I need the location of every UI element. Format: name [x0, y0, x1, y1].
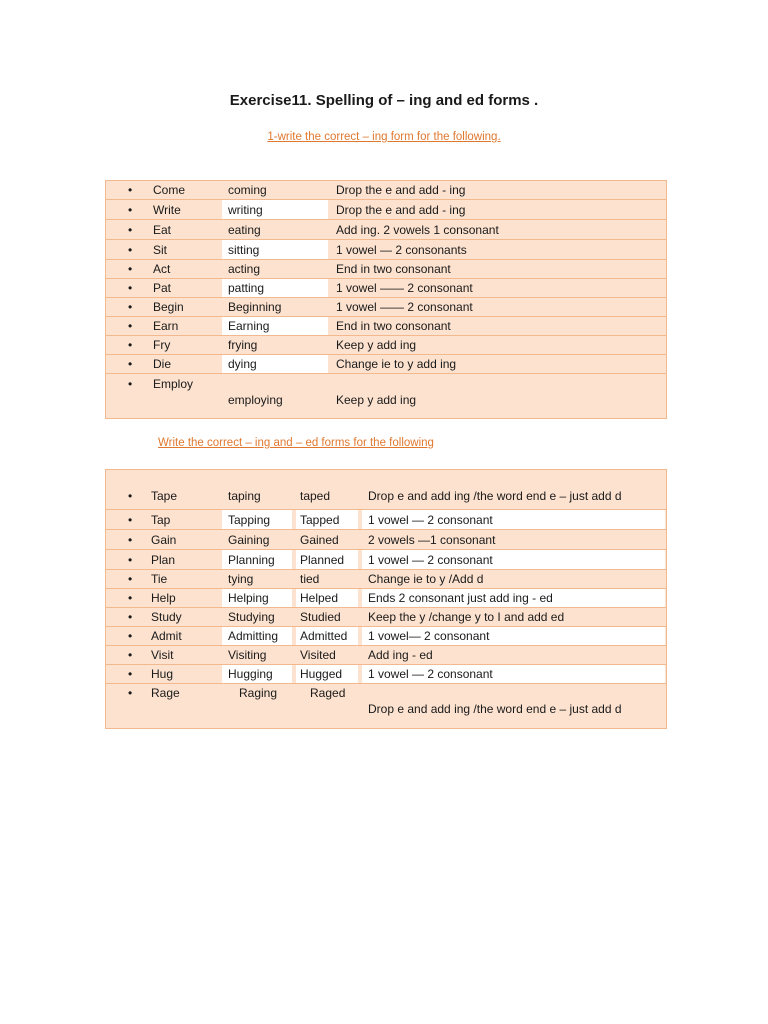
word-cell: Admit — [151, 629, 182, 643]
bullet-icon: • — [128, 533, 133, 547]
ing-cell: frying — [228, 338, 258, 352]
word-cell: Act — [153, 262, 171, 276]
bullet-icon: • — [128, 553, 133, 567]
ing-cell: Beginning — [228, 300, 282, 314]
ed-cell: Visited — [300, 648, 336, 662]
word-cell: Come — [153, 183, 186, 197]
word-cell: Earn — [153, 319, 179, 333]
table-row — [106, 199, 666, 219]
bullet-icon: • — [128, 648, 133, 662]
ed-cell: Helped — [300, 591, 339, 605]
ing-cell: eating — [228, 223, 261, 237]
section1-heading: 1-write the correct – ing form for the following. — [267, 131, 501, 143]
word-cell: Hug — [151, 667, 174, 681]
bullet-icon: • — [128, 489, 133, 503]
ing-cell: Tapping — [228, 513, 271, 527]
ed-cell: Raged — [310, 686, 346, 700]
ed-cell: Studied — [300, 610, 341, 624]
table-row — [106, 316, 666, 335]
ing-cell: Raging — [239, 686, 278, 700]
table-row — [106, 181, 666, 198]
bullet-icon: • — [128, 223, 133, 237]
ing-cell: dying — [228, 357, 257, 371]
bullet-icon: • — [128, 357, 133, 371]
word-cell: Gain — [151, 533, 177, 547]
ed-cell: Planned — [300, 553, 345, 567]
ing-cell: coming — [228, 183, 267, 197]
word-cell: Pat — [153, 281, 172, 295]
rule-cell: 1 vowel — 2 consonant — [368, 553, 493, 567]
rule-cell: End in two consonant — [336, 319, 451, 333]
ing-form-table — [105, 180, 667, 419]
table-row — [106, 354, 666, 373]
ed-cell: tied — [300, 572, 320, 586]
word-cell: Write — [153, 203, 181, 217]
rule-cell: 1 vowel — 2 consonant — [368, 667, 493, 681]
ing-cell: acting — [228, 262, 261, 276]
table-row — [106, 259, 666, 278]
rule-cell: Add ing - ed — [368, 648, 433, 662]
ing-cell: Earning — [228, 319, 270, 333]
word-cell: Sit — [153, 243, 168, 257]
ing-ed-form-table — [105, 469, 667, 729]
rule-cell: Drop e and add ing /the word end e – just add d — [368, 702, 622, 716]
word-cell: Tap — [151, 513, 171, 527]
table-row — [106, 607, 666, 626]
bullet-icon: • — [128, 629, 133, 643]
rule-cell: Ends 2 consonant just add ing - ed — [368, 591, 553, 605]
ing-cell: Planning — [228, 553, 275, 567]
rule-cell: 1 vowel— 2 consonant — [368, 629, 490, 643]
rule-cell: Add ing. 2 vowels 1 consonant — [336, 223, 499, 237]
rule-cell: Change ie to y /Add d — [368, 572, 484, 586]
bullet-icon: • — [128, 203, 133, 217]
word-cell: Rage — [151, 686, 180, 700]
word-cell: Die — [153, 357, 172, 371]
ed-cell: Gained — [300, 533, 339, 547]
ing-cell: sitting — [228, 243, 260, 257]
table-row — [106, 239, 666, 259]
ing-cell: Studying — [228, 610, 275, 624]
ing-cell: writing — [228, 203, 263, 217]
table-row — [106, 683, 666, 728]
bullet-icon: • — [128, 300, 133, 314]
rule-cell: Drop the e and add - ing — [336, 183, 466, 197]
rule-cell: 1 vowel —— 2 consonant — [336, 300, 473, 314]
table-row — [106, 373, 666, 418]
ing-cell: Visiting — [228, 648, 267, 662]
rule-cell: Drop e and add ing /the word end e – just add d — [368, 489, 622, 503]
table-row — [106, 549, 666, 569]
bullet-icon: • — [128, 572, 133, 586]
bullet-icon: • — [128, 243, 133, 257]
table-row — [106, 626, 666, 645]
rule-cell: End in two consonant — [336, 262, 451, 276]
rule-cell: 1 vowel — 2 consonants — [336, 243, 467, 257]
table-row — [106, 529, 666, 549]
word-cell: Study — [151, 610, 182, 624]
bullet-icon: • — [128, 319, 133, 333]
table-row — [106, 588, 666, 607]
word-cell: Eat — [153, 223, 172, 237]
word-cell: Tape — [151, 489, 178, 503]
table-row — [106, 470, 666, 508]
rule-cell: Keep y add ing — [336, 338, 417, 352]
page-title: Exercise11. Spelling of – ing and ed forms . — [229, 92, 539, 109]
rule-cell: Keep the y /change y to I and add ed — [368, 610, 565, 624]
ed-cell: Hugged — [300, 667, 343, 681]
ed-cell: Tapped — [300, 513, 340, 527]
bullet-icon: • — [128, 686, 133, 700]
table-row — [106, 278, 666, 297]
word-cell: Plan — [151, 553, 176, 567]
ing-cell: taping — [228, 489, 261, 503]
word-cell: Fry — [153, 338, 171, 352]
bullet-icon: • — [128, 262, 133, 276]
bullet-icon: • — [128, 513, 133, 527]
table-row — [106, 645, 666, 664]
rule-cell: Change ie to y add ing — [336, 357, 457, 371]
rule-cell: 1 vowel —— 2 consonant — [336, 281, 473, 295]
bullet-icon: • — [128, 591, 133, 605]
table-row — [106, 509, 666, 529]
rule-cell: 1 vowel — 2 consonant — [368, 513, 493, 527]
bullet-icon: • — [128, 610, 133, 624]
section2-heading: Write the correct – ing and – ed forms for the following — [158, 437, 434, 449]
bullet-icon: • — [128, 338, 133, 352]
table-row — [106, 569, 666, 588]
word-cell: Employ — [153, 377, 194, 391]
word-cell: Tie — [151, 572, 168, 586]
ing-cell: employing — [228, 393, 283, 407]
ing-cell: Admitting — [228, 629, 279, 643]
word-cell: Visit — [151, 648, 174, 662]
table-row — [106, 664, 666, 683]
table-row — [106, 297, 666, 316]
rule-cell: 2 vowels —1 consonant — [368, 533, 496, 547]
bullet-icon: • — [128, 183, 133, 197]
ing-cell: tying — [228, 572, 254, 586]
table-row — [106, 335, 666, 354]
bullet-icon: • — [128, 667, 133, 681]
ing-cell: Helping — [228, 591, 269, 605]
word-cell: Begin — [153, 300, 184, 314]
table-row — [106, 219, 666, 239]
ed-cell: taped — [300, 489, 331, 503]
ing-cell: Gaining — [228, 533, 270, 547]
rule-cell: Drop the e and add - ing — [336, 203, 466, 217]
rule-cell: Keep y add ing — [336, 393, 417, 407]
bullet-icon: • — [128, 281, 133, 295]
ing-cell: patting — [228, 281, 265, 295]
bullet-icon: • — [128, 377, 133, 391]
ed-cell: Admitted — [300, 629, 348, 643]
word-cell: Help — [151, 591, 176, 605]
ing-cell: Hugging — [228, 667, 273, 681]
